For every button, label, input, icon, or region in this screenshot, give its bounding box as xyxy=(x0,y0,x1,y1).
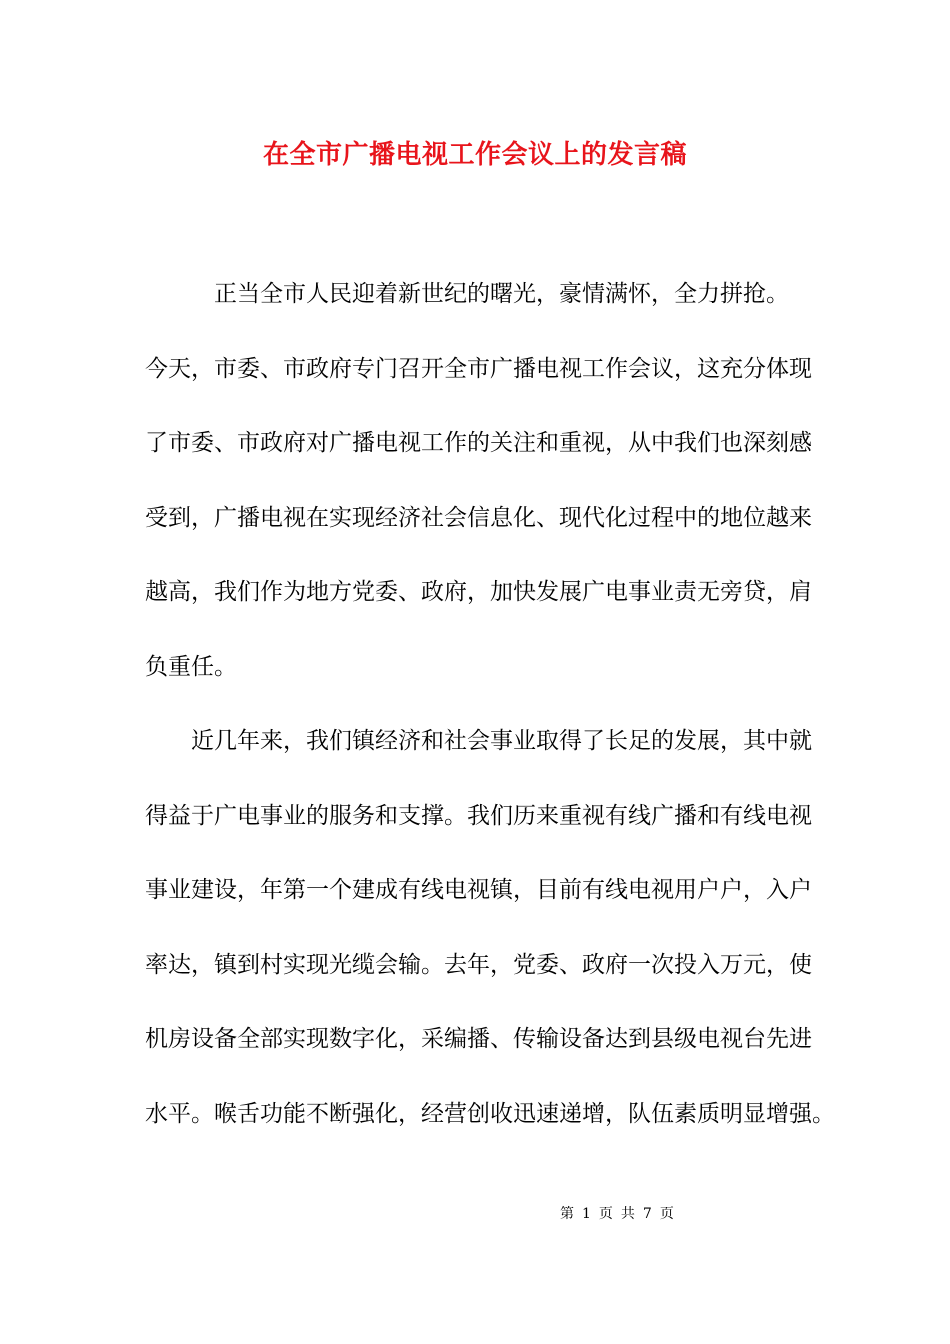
paragraph-line: 今天，市委、市政府专门召开全市广播电视工作会议，这充分体现 xyxy=(145,355,812,382)
footer-total-pages: 7 xyxy=(642,1206,652,1222)
paragraph-line: 越高，我们作为地方党委、政府，加快发展广电事业责无旁贷，肩 xyxy=(145,579,812,605)
footer-page-label: 第 xyxy=(560,1206,574,1222)
paragraph-line: 受到，广播电视在实现经济社会信息化、现代化过程中的地位越来 xyxy=(145,504,812,531)
paragraph-1 xyxy=(145,257,825,704)
paragraph-line: 水平。喉舌功能不断强化，经营创收迅速递增，队伍素质明显增强。 xyxy=(145,1100,835,1127)
footer-page-unit: 页 xyxy=(598,1206,613,1222)
paragraph-line: 近几年来，我们镇经济和社会事业取得了长足的发展，其中就 xyxy=(145,728,812,754)
paragraph-line: 事业建设，年第一个建成有线电视镇，目前有线电视用户户，入户 xyxy=(145,877,812,903)
paragraph-line: 负重任。 xyxy=(145,653,237,680)
footer-total-label: 共 xyxy=(620,1206,635,1222)
page-title: 在全市广播电视工作会议上的发言稿 xyxy=(262,140,687,170)
paragraph-line: 率达，镇到村实现光缆会输。去年，党委、政府一次投入万元，使 xyxy=(145,951,812,978)
paragraph-line: 得益于广电事业的服务和支撑。我们历来重视有线广播和有线电视 xyxy=(145,802,812,829)
paragraph-line: 正当全市人民迎着新世纪的曙光，豪情满怀，全力拼抢。 xyxy=(145,281,789,307)
paragraph-2 xyxy=(145,704,835,1151)
page-footer xyxy=(560,1204,682,1224)
footer-current-page: 1 xyxy=(582,1206,591,1222)
footer-total-unit: 页 xyxy=(659,1206,674,1222)
paragraph-line: 机房设备全部实现数字化，采编播、传输设备达到县级电视台先进 xyxy=(145,1026,812,1052)
paragraph-line: 了市委、市政府对广播电视工作的关注和重视，从中我们也深刻感 xyxy=(145,430,812,456)
